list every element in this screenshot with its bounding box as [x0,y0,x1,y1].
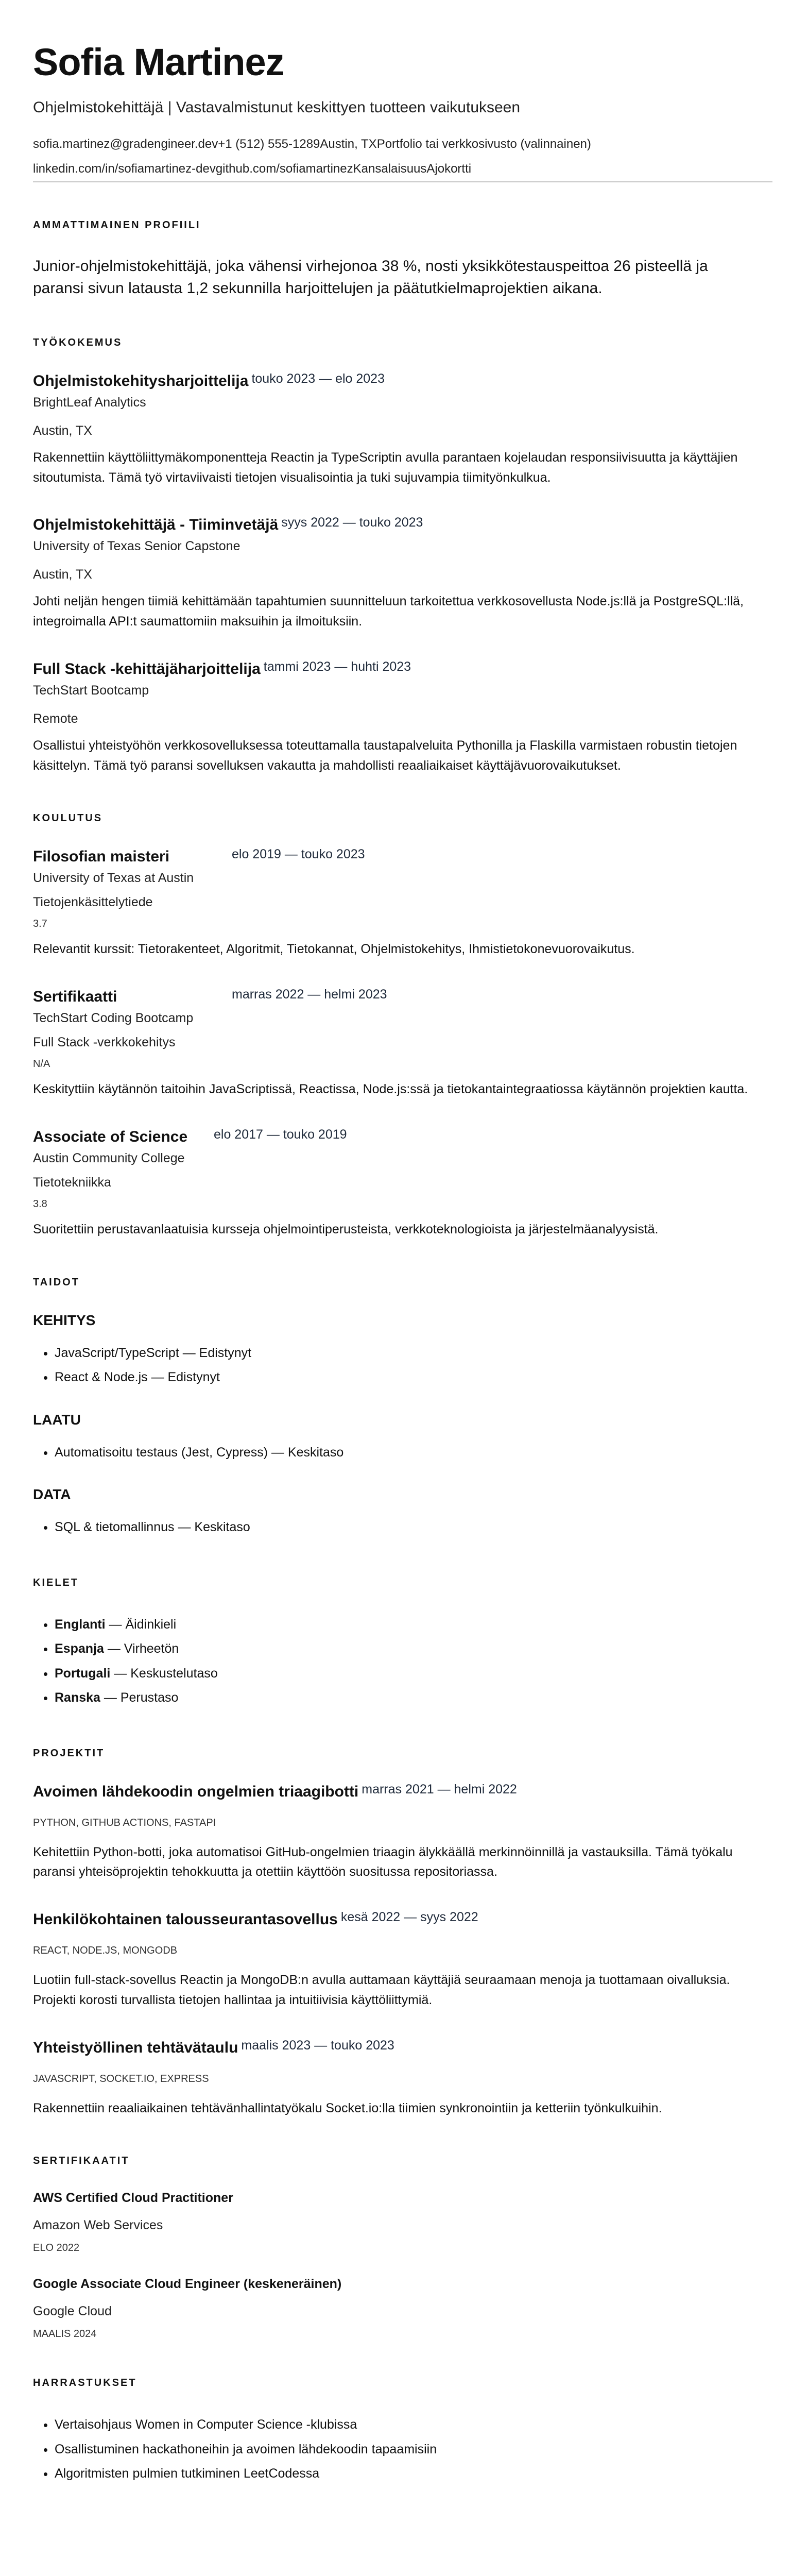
degree: Associate of Science [33,1128,188,1145]
certification-issuer: Google Cloud [33,2304,112,2319]
experience-entry [33,372,758,488]
education-description: Keskityttiin käytännön taitoihin JavaScriptissä, Reactissa, Node.js:ssä ja tietokantaintegraatiossa käytännön projektien kautta. [33,1082,748,1097]
language-name: Espanja [55,1641,104,1656]
project-tech-stack: JAVASCRIPT, SOCKET.IO, EXPRESS [33,2073,209,2084]
experience-entry [33,660,758,776]
language-list [33,1613,758,1710]
skill-group-title: KEHITYS [33,1312,96,1328]
school: TechStart Coding Bootcamp [33,1011,194,1026]
entry-header [33,988,758,1006]
profile-section [33,219,758,300]
experience-entry [33,516,758,632]
skill-group [33,1412,758,1465]
school: Austin Community College [33,1150,185,1165]
profile-summary: Junior-ohjelmistokehittäjä, joka vähensi virhejonoa 38 %, nosti yksikkötestauspeittoa 26 pisteellä ja paransi sivun latausta 1,2 sekunnilla harjoittelujen ja päätutkielmaprojektien aikana. [33,257,708,297]
project-dates: marras 2021 — helmi 2022 [362,1782,517,1797]
citizenship: Kansalaisuus [353,161,427,176]
job-location: Austin, TX [33,423,92,438]
entry-header [33,1783,758,1801]
resume-header [33,41,758,182]
skill-list [33,1341,758,1390]
candidate-name: Sofia Martinez [33,41,284,83]
interest-list [33,2413,758,2486]
education-entry [33,848,758,959]
linkedin-link[interactable]: linkedin.com/in/sofiamartinez-dev [33,161,216,176]
job-description: Osallistui yhteistyöhön verkkosovelluksessa toteuttamalla taustapalveluita Pythonilla ja Flaskilla varmistaen robustin tietojen käsittelyn. Tämä työ paransi sovelluksen vakautta ja mahdollisti reaaliaikaiset käyttäjävuorovaikutukset. [33,738,737,773]
language-item [55,1613,758,1637]
project-tech-stack: REACT, NODE.JS, MONGODB [33,1945,178,1957]
language-level: — Keskustelutaso [110,1666,218,1681]
email-link[interactable]: sofia.martinez@gradengineer.dev [33,137,218,151]
contact-info [33,136,758,176]
section-title-experience: TYÖKOKEMUS [33,336,123,348]
job-title: Ohjelmistokehitysharjoittelija [33,372,249,389]
field-of-study: Tietotekniikka [33,1175,111,1190]
project-description: Rakennettiin reaaliaikainen tehtävänhallintatyökalu Socket.io:lla tiimien synkronointiin ja ketteriin työnkulkuihin. [33,2100,662,2115]
gpa: 3.7 [33,918,47,930]
language-level: — Äidinkieli [105,1617,177,1632]
entry-header [33,516,758,534]
interest-item: • Vertaisohjaus Women in Computer Science -klubissa [55,2413,758,2437]
job-title: Ohjelmistokehittäjä - Tiiminvetäjä [33,516,279,534]
language-name: Ranska [55,1690,100,1705]
project-entry [33,2039,758,2119]
certification-name: AWS Certified Cloud Practitioner [33,2191,233,2206]
project-dates: kesä 2022 — syys 2022 [340,1910,478,1925]
skill-item: • React & Node.js — Edistynyt [55,1365,758,1390]
certification-name: Google Associate Cloud Engineer (keskeneräinen) [33,2277,342,2292]
certification-date: MAALIS 2024 [33,2328,97,2340]
certification-date: ELO 2022 [33,2242,80,2254]
education-dates: marras 2022 — helmi 2023 [232,987,387,1002]
project-name: Yhteistyöllinen tehtävätaulu [33,2039,238,2056]
phone-number: +1 (512) 555-1289 [218,137,320,151]
skill-item: • Automatisoitu testaus (Jest, Cypress) — Keskitaso [55,1440,758,1465]
project-description: Luotiin full-stack-sovellus Reactin ja MongoDB:n avulla auttamaan käyttäjiä seuraamaan menoja ja tuottamaan oivalluksia. Projekti korosti turvallista tietojen hallintaa ja intuitiivisia käyttöliittymiä. [33,1973,730,2007]
entry-header [33,1911,758,1928]
degree: Filosofian maisteri [33,848,170,866]
job-location: Austin, TX [33,567,92,582]
projects-section [33,1748,758,2119]
project-name: Avoimen lähdekoodin ongelmien triaagibotti [33,1783,359,1800]
certification-entry [33,2191,758,2254]
portfolio-link[interactable]: Portfolio tai verkkosivusto (valinnainen) [376,137,591,151]
candidate-headline: Ohjelmistokehittäjä | Vastavalmistunut keskittyen tuotteen vaikutukseen [33,99,521,116]
education-section [33,812,758,1239]
job-location: Remote [33,711,78,726]
github-link[interactable]: github.com/sofiamartinez [215,161,353,176]
skill-list [33,1440,758,1465]
certification-issuer: Amazon Web Services [33,2218,163,2233]
language-level: — Virheetön [104,1641,179,1656]
education-dates: elo 2019 — touko 2023 [232,847,365,862]
contact-row-secondary [33,161,758,177]
gpa: N/A [33,1058,50,1070]
section-title-certifications: SERTIFIKAATIT [33,2155,130,2167]
contact-row-primary [33,136,758,152]
job-dates: tammi 2023 — huhti 2023 [263,659,411,674]
job-title: Full Stack -kehittäjäharjoittelija [33,660,261,677]
interests-section [33,2377,758,2486]
language-item [55,1637,758,1662]
section-title-interests: HARRASTUKSET [33,2377,137,2389]
job-description: Rakennettiin käyttöliittymäkomponentteja Reactin ja TypeScriptin avulla parantaen kojelaudan responsiivisuutta ja käyttäjien sitoutumista. Tämä työ virtaviivaisti tietojen visualisointia ja tuki sujuvampia tiimityönkulkua. [33,450,738,485]
entry-header [33,2039,758,2057]
gpa: 3.8 [33,1198,47,1210]
project-description: Kehitettiin Python-botti, joka automatisoi GitHub-ongelmien triaagin älykkäällä merkinnöinnillä ja vastauksilla. Tämä työkalu paransi yhteisöprojektin tehokkuutta ja otettiin käyttöön suositussa repositoriassa. [33,1844,733,1879]
job-dates: touko 2023 — elo 2023 [251,371,385,386]
certification-entry [33,2277,758,2340]
skills-section [33,1277,758,1540]
skill-item: • JavaScript/TypeScript — Edistynyt [55,1341,758,1366]
language-item [55,1662,758,1686]
skill-group-title: DATA [33,1486,71,1503]
school: University of Texas at Austin [33,871,194,886]
project-dates: maalis 2023 — touko 2023 [241,2038,394,2053]
skill-list [33,1515,758,1540]
languages-section [33,1577,758,1710]
education-description: Relevantit kurssit: Tietorakenteet, Algoritmit, Tietokannat, Ohjelmistokehitys, Ihmistietokonevuorovaikutus. [33,942,635,957]
employer: University of Texas Senior Capstone [33,539,240,554]
certifications-section [33,2155,758,2340]
section-title-education: KOULUTUS [33,812,103,824]
section-title-profile: AMMATTIMAINEN PROFIILI [33,219,201,231]
degree: Sertifikaatti [33,988,117,1006]
education-description: Suoritettiin perustavanlaatuisia kursseja ohjelmointiperusteista, verkkoteknologioista ja järjestelmäanalyysistä. [33,1222,659,1236]
skill-group [33,1312,758,1390]
entry-header [33,660,758,678]
skill-group [33,1486,758,1540]
job-dates: syys 2022 — touko 2023 [281,515,423,530]
entry-header [33,372,758,390]
education-entry [33,988,758,1099]
field-of-study: Tietojenkäsittelytiede [33,895,153,910]
entry-header [33,1128,758,1146]
job-description: Johti neljän hengen tiimiä kehittämään tapahtumien suunnitteluun tarkoitettua verkkosovellusta Node.js:llä ja PostgreSQL:llä, integroimalla API:t saumattomiin maksuihin ja ilmoituksiin. [33,594,744,629]
drivers-license: Ajokortti [426,161,472,176]
header-divider [33,181,772,182]
section-title-projects: PROJEKTIT [33,1747,105,1759]
location: Austin, TX [320,137,377,151]
skill-group-title: LAATU [33,1411,81,1428]
section-title-skills: TAIDOT [33,1276,80,1288]
project-entry [33,1911,758,2010]
education-dates: elo 2017 — touko 2019 [214,1127,347,1142]
employer: BrightLeaf Analytics [33,395,146,410]
project-name: Henkilökohtainen talousseurantasovellus [33,1911,338,1928]
employer: TechStart Bootcamp [33,683,149,698]
education-entry [33,1128,758,1240]
interest-item: • Osallistuminen hackathoneihin ja avoimen lähdekoodin tapaamisiin [55,2437,758,2462]
project-entry [33,1783,758,1883]
section-title-languages: KIELET [33,1577,79,1588]
field-of-study: Full Stack -verkkokehitys [33,1035,176,1050]
experience-section [33,337,758,776]
language-name: Englanti [55,1617,106,1632]
project-tech-stack: PYTHON, GITHUB ACTIONS, FASTAPI [33,1817,216,1828]
language-name: Portugali [55,1666,111,1681]
language-level: — Perustaso [100,1690,179,1705]
interest-item: • Algoritmisten pulmien tutkiminen LeetCodessa [55,2462,758,2486]
language-item [55,1686,758,1710]
entry-header [33,848,758,866]
skill-item: • SQL & tietomallinnus — Keskitaso [55,1515,758,1540]
